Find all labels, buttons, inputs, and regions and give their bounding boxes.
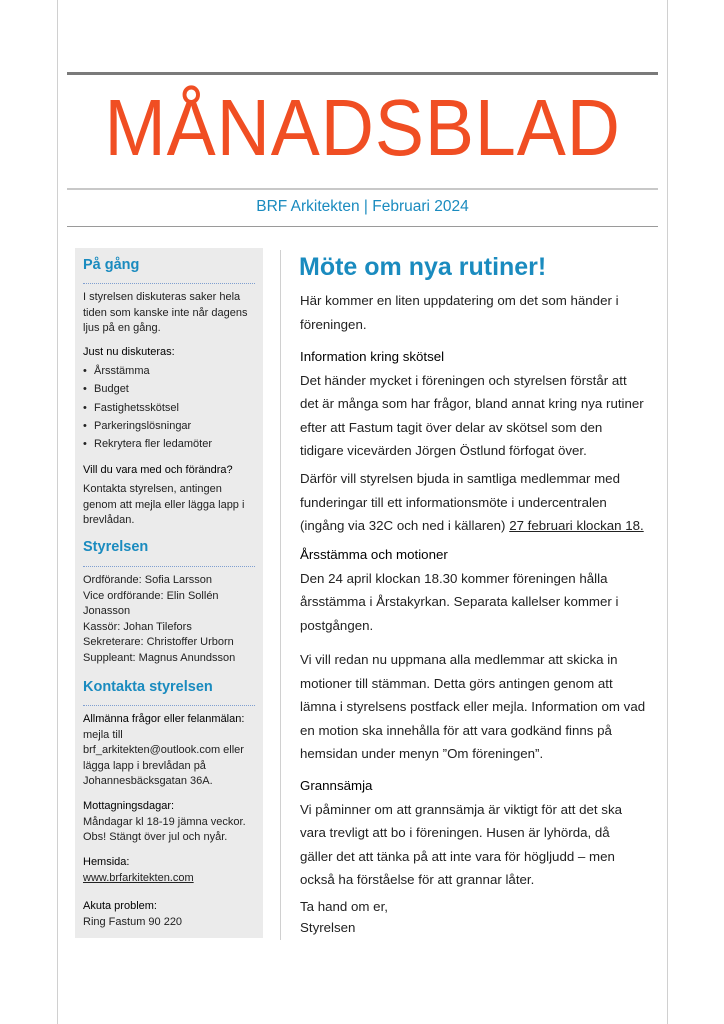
cta-text (83, 482, 244, 529)
label: Akuta problem: (83, 900, 157, 912)
text-line: brevlådan. (83, 514, 135, 526)
section-heading: Grannsämja (300, 778, 373, 793)
text-line: tidigare vicevärden Jörgen Östlund förfogat över. (300, 443, 587, 459)
text-line: funderingar till ett informationsmöte i undercentralen (300, 494, 607, 510)
text-line: Det händer mycket i föreningen och styrelsen förstår att (300, 372, 627, 388)
text-line: genom att mejla eller lägga lapp i (83, 498, 245, 511)
text-line: en motion ska innehålla för att vara godkänd finns på (300, 722, 612, 738)
text-line: I styrelsen diskuteras saker hela (83, 291, 241, 303)
styrelsen-heading: Styrelsen (83, 539, 149, 555)
page-edge-left (57, 0, 58, 1024)
text-line: Måndagar kl 18-19 jämna veckor. (83, 815, 246, 828)
text-line: (ingång via 32C och ned i källaren) (300, 518, 510, 534)
meeting-invite (300, 467, 644, 538)
divider (83, 283, 255, 284)
text-line: Kontakta styrelsen, antingen (83, 483, 222, 495)
label: Mottagningsdagar: (83, 800, 175, 812)
top-rule (67, 72, 658, 75)
section-arsstamma (300, 543, 618, 637)
list-item: • Budget (83, 380, 212, 398)
text-line: lämna i styrelsens postfack eller mejla. Information om vad (300, 699, 646, 715)
discussion-label: Just nu diskuteras: (83, 346, 175, 358)
meeting-date: 27 februari klockan 18. (509, 518, 644, 534)
column-divider (280, 250, 281, 940)
article-intro (300, 289, 619, 336)
signature: Styrelsen (300, 920, 356, 935)
board-member: Vice ordförande: Elin Sollén (83, 589, 219, 602)
text-line: också ha förståelse för att grannar låter. (300, 872, 535, 888)
text-line: årsstämma i Årstakyrkan. Separata kallelser kommer i (300, 594, 619, 610)
board-members (83, 573, 235, 666)
subtitle-rule (67, 226, 658, 227)
text-line: Obs! Stängt över jul och nyår. (83, 831, 228, 843)
text-line: Här kommer en liten uppdatering om det som händer i (300, 293, 619, 308)
text-line: hemsidan under menyn ”Om föreningen”. (300, 746, 544, 762)
label: Hemsida: (83, 856, 130, 868)
divider (83, 566, 255, 567)
board-member: Ordförande: Sofia Larsson (83, 574, 213, 586)
list-item: • Fastighetsskötsel (83, 399, 212, 417)
text-line: motioner till stämman. Detta görs antingen genom att (300, 675, 613, 691)
text-line: Ring Fastum 90 220 (83, 915, 183, 928)
newsletter-subtitle: BRF Arkitekten | Februari 2024 (256, 198, 469, 215)
section-heading: Information kring skötsel (300, 349, 445, 364)
list-item: • Parkeringslösningar (83, 417, 212, 435)
text-line: Vi påminner om att grannsämja är viktigt för att det ska (300, 801, 622, 817)
newsletter-title: MÅNADSBLAD (104, 83, 621, 172)
article-heading: Möte om nya rutiner! (299, 253, 547, 281)
urgent-section (83, 899, 182, 930)
text-line: mejla till (83, 728, 123, 741)
page-edge-right (667, 0, 668, 1024)
text-line: det är många som har frågor, bland annat kring nya rutiner (300, 396, 644, 412)
text-line: tiden som kanske inte når dagens (83, 306, 248, 319)
divider (83, 705, 255, 706)
text-line: vara trevligt att bo i föreningen. Husen är lyhörda, då (300, 825, 610, 841)
board-member: Jonasson (83, 605, 131, 617)
text-line: efter att Fastum tagit över delar av skötsel som den (300, 419, 603, 435)
text-line: Vi vill redan nu uppmana alla medlemmar att skicka in (300, 652, 618, 667)
text-line: ljus på en gång. (83, 322, 161, 334)
text-line: föreningen. (300, 316, 367, 332)
text-line: Johannesbäcksgatan 36A. (83, 775, 213, 787)
email-text: brf_arkitekten@outlook.com eller (83, 744, 244, 756)
text-line: Den 24 april klockan 18.30 kommer föreningen hålla (300, 570, 608, 586)
pa-gang-intro (83, 290, 248, 337)
cta-label: Vill du vara med och förändra? (83, 464, 233, 476)
section-skotsel (300, 345, 644, 463)
text-line: Ta hand om er, (300, 899, 388, 914)
text-line: lägga lapp i brevlådan på (83, 759, 206, 772)
list-item: • Rekrytera fler ledamöter (83, 435, 212, 453)
kontakt-heading: Kontakta styrelsen (83, 679, 213, 695)
text-line: gäller det att tänka på att inte vara för högljudd – men (300, 848, 615, 864)
closing (300, 896, 388, 938)
title-rule (67, 188, 658, 190)
board-member: Suppleant: Magnus Anundsson (83, 651, 236, 664)
section-heading: Årsstämma och motioner (300, 547, 448, 562)
motions-paragraph (300, 648, 645, 766)
board-member: Sekreterare: Christoffer Urborn (83, 636, 234, 648)
board-member: Kassör: Johan Tilefors (83, 620, 192, 633)
general-contact (83, 712, 244, 790)
list-item: • Årsstämma (83, 362, 212, 380)
label: Allmänna frågor eller felanmälan: (83, 713, 245, 725)
text-line: postgången. (300, 617, 374, 633)
website-link[interactable]: www.brfarkitekten.com (83, 871, 194, 884)
reception-days (83, 799, 246, 846)
discussion-list (83, 362, 212, 453)
pa-gang-heading: På gång (83, 257, 140, 273)
text-line: Därför vill styrelsen bjuda in samtliga medlemmar med (300, 471, 620, 486)
website-section (83, 855, 194, 886)
section-grannsamja (300, 774, 622, 892)
